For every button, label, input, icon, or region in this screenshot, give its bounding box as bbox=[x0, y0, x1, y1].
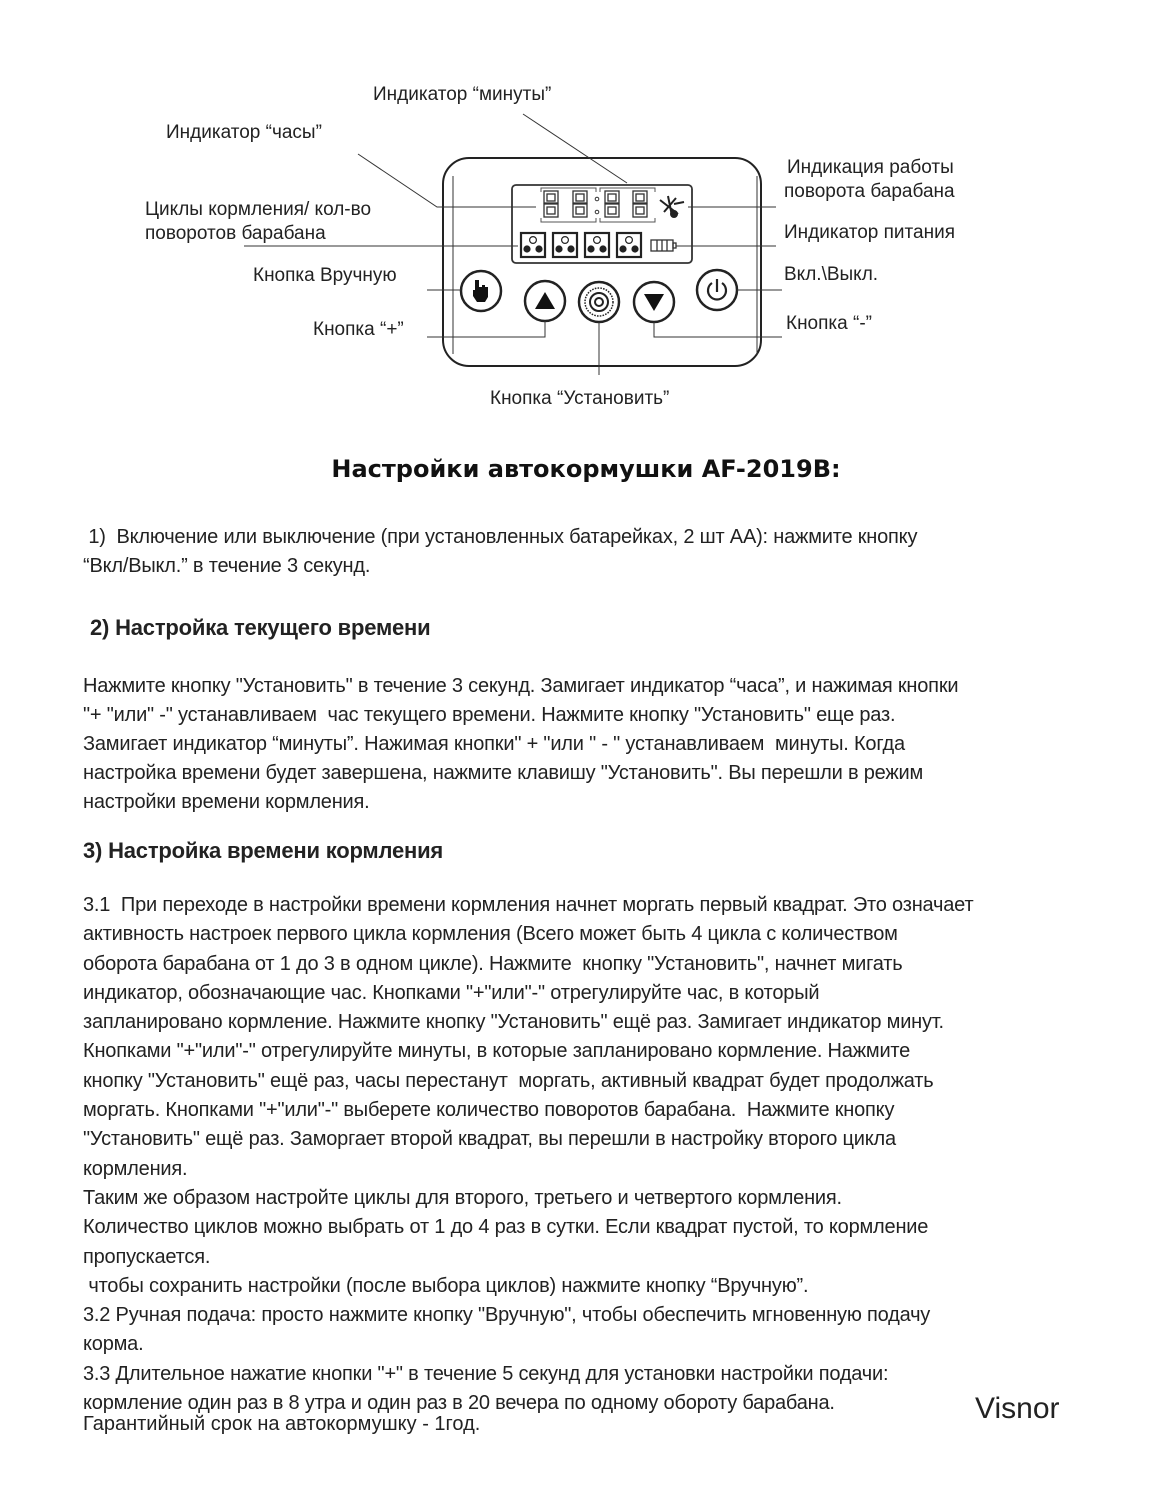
paragraph-line: чтобы сохранить настройки (после выбора циклов) нажмите кнопку “Вручную”. bbox=[83, 1274, 809, 1297]
section-current-time-heading-wrap bbox=[90, 614, 1110, 642]
paragraph-line: Количество циклов можно выбрать от 1 до 4 раз в сутки. Если квадрат пустой, то кормление bbox=[83, 1216, 929, 1239]
time-digits bbox=[541, 188, 655, 222]
paragraph-line: 3.3 Длительное нажатие кнопки "+" в течение 5 секунд для установки настройки подачи: bbox=[83, 1362, 889, 1385]
colon-dot-bottom bbox=[595, 210, 599, 214]
colon-dot-top bbox=[595, 197, 599, 201]
battery-icon bbox=[651, 240, 676, 251]
digit-hours-tens bbox=[544, 191, 558, 217]
label-drum-indicator-line1: Индикация работы bbox=[787, 157, 954, 178]
paragraph-line: Замигает индикатор “минуты”. Нажимая кнопки" + "или " - " устанавливаем минуты. Когда bbox=[83, 733, 905, 755]
section-feeding-time bbox=[83, 891, 1103, 1418]
label-power-indicator: Индикатор питания bbox=[784, 222, 955, 243]
label-minutes-indicator: Индикатор “минуты” bbox=[373, 84, 552, 105]
paragraph-line: индикатор, обозначающие час. Кнопками "+"или"-" отрегулируйте час, в который bbox=[83, 981, 820, 1004]
warranty-note: Гарантийный срок на автокормушку - 1год. bbox=[83, 1413, 481, 1435]
power-button[interactable] bbox=[697, 270, 737, 310]
paragraph-line: "Установить" ещё раз. Заморгает второй квадрат, вы перешли в настройку второго цикла bbox=[83, 1128, 896, 1151]
label-plus-button: Кнопка “+” bbox=[313, 319, 404, 340]
paragraph-line: активность настроек первого цикла кормления (Всего может быть 4 цикла с количеством bbox=[83, 923, 898, 946]
digit-minutes-ones bbox=[633, 191, 647, 217]
digit-hours-ones bbox=[573, 191, 587, 217]
paragraph-line: пропускается. bbox=[83, 1245, 211, 1268]
paragraph-line: Нажмите кнопку "Установить" в течение 3 секунд. Замигает индикатор “часа”, и нажимая кнопки bbox=[83, 675, 959, 697]
paragraph-line: кнопку "Установить" ещё раз, часы перестанут моргать, активный квадрат будет продолжать bbox=[83, 1069, 934, 1092]
section-heading-feeding-time: 3) Настройка времени кормления bbox=[83, 838, 444, 863]
brand-name: Visnor bbox=[975, 1392, 1060, 1425]
section-feeding-time-heading-wrap bbox=[83, 837, 1103, 865]
paragraph-line: кормления. bbox=[83, 1157, 188, 1180]
paragraph-line: запланировано кормление. Нажмите кнопку "Установить" ещё раз. Замигает индикатор минут. bbox=[83, 1011, 944, 1034]
paragraph-line: "+ "или" -" устанавливаем час текущего времени. Нажмите кнопку "Установить" еще раз. bbox=[83, 704, 896, 726]
paragraph-line: 3.1 При переходе в настройки времени кормления начнет моргать первый квадрат. Это означает bbox=[83, 894, 974, 916]
manual-button[interactable] bbox=[461, 271, 501, 311]
label-cycles-line1: Циклы кормления/ кол-во bbox=[145, 199, 372, 220]
cycle-slot-1 bbox=[521, 233, 545, 257]
paragraph-line: корма. bbox=[83, 1333, 144, 1356]
device-body bbox=[443, 158, 761, 366]
label-set-button: Кнопка “Установить” bbox=[490, 388, 670, 409]
label-manual-button: Кнопка Вручную bbox=[253, 265, 397, 286]
paragraph-line: моргать. Кнопками "+"или"-" выберете количество поворотов барабана. Нажмите кнопку bbox=[83, 1099, 895, 1122]
digit-minutes-tens bbox=[605, 191, 619, 217]
cycle-slot-3 bbox=[585, 233, 609, 257]
section-power-on-off bbox=[83, 523, 1103, 581]
paragraph-line: Таким же образом настройте циклы для второго, третьего и четвертого кормления. bbox=[83, 1186, 842, 1209]
paragraph-line: кормление один раз в 8 утра и один раз в 20 вечера по одному обороту барабана. bbox=[83, 1392, 835, 1415]
label-drum-indicator-line2: поворота барабана bbox=[784, 181, 955, 202]
section-heading-current-time: 2) Настройка текущего времени bbox=[90, 615, 431, 640]
plus-button[interactable] bbox=[525, 281, 565, 321]
set-button[interactable] bbox=[579, 282, 619, 322]
section-current-time bbox=[83, 672, 1103, 817]
paragraph-line: настройка времени будет завершена, нажмите клавишу "Установить". Вы перешли в режим bbox=[83, 762, 924, 784]
label-on-off: Вкл.\Выкл. bbox=[784, 264, 879, 285]
drum-rotation-icon bbox=[660, 196, 684, 217]
control-panel-diagram bbox=[0, 0, 1172, 420]
cycle-slots bbox=[521, 233, 641, 257]
paragraph-line: настройки времени кормления. bbox=[83, 791, 370, 813]
paragraph-line: оборота барабана от 1 до 3 в одном цикле). Нажмите кнопку "Установить", начнет мигать bbox=[83, 952, 903, 975]
paragraph-line: “Вкл/Выкл.” в течение 3 секунд. bbox=[83, 555, 371, 577]
paragraph-line: 1) Включение или выключение (при установленных батарейках, 2 шт АА): нажмите кнопку bbox=[83, 526, 918, 548]
label-hours-indicator: Индикатор “часы” bbox=[166, 122, 322, 143]
label-cycles-line2: поворотов барабана bbox=[145, 223, 326, 244]
paragraph-line: 3.2 Ручная подача: просто нажмите кнопку "Вручную", чтобы обеспечить мгновенную подачу bbox=[83, 1304, 931, 1327]
cycle-slot-2 bbox=[553, 233, 577, 257]
label-minus-button: Кнопка “-” bbox=[786, 313, 872, 334]
paragraph-line: Кнопками "+"или"-" отрегулируйте минуты, в которые запланировано кормление. Нажмите bbox=[83, 1040, 911, 1063]
page-title: Настройки автокормушки AF-2019B: bbox=[331, 455, 841, 483]
cycle-slot-4 bbox=[617, 233, 641, 257]
minus-button[interactable] bbox=[634, 282, 674, 322]
